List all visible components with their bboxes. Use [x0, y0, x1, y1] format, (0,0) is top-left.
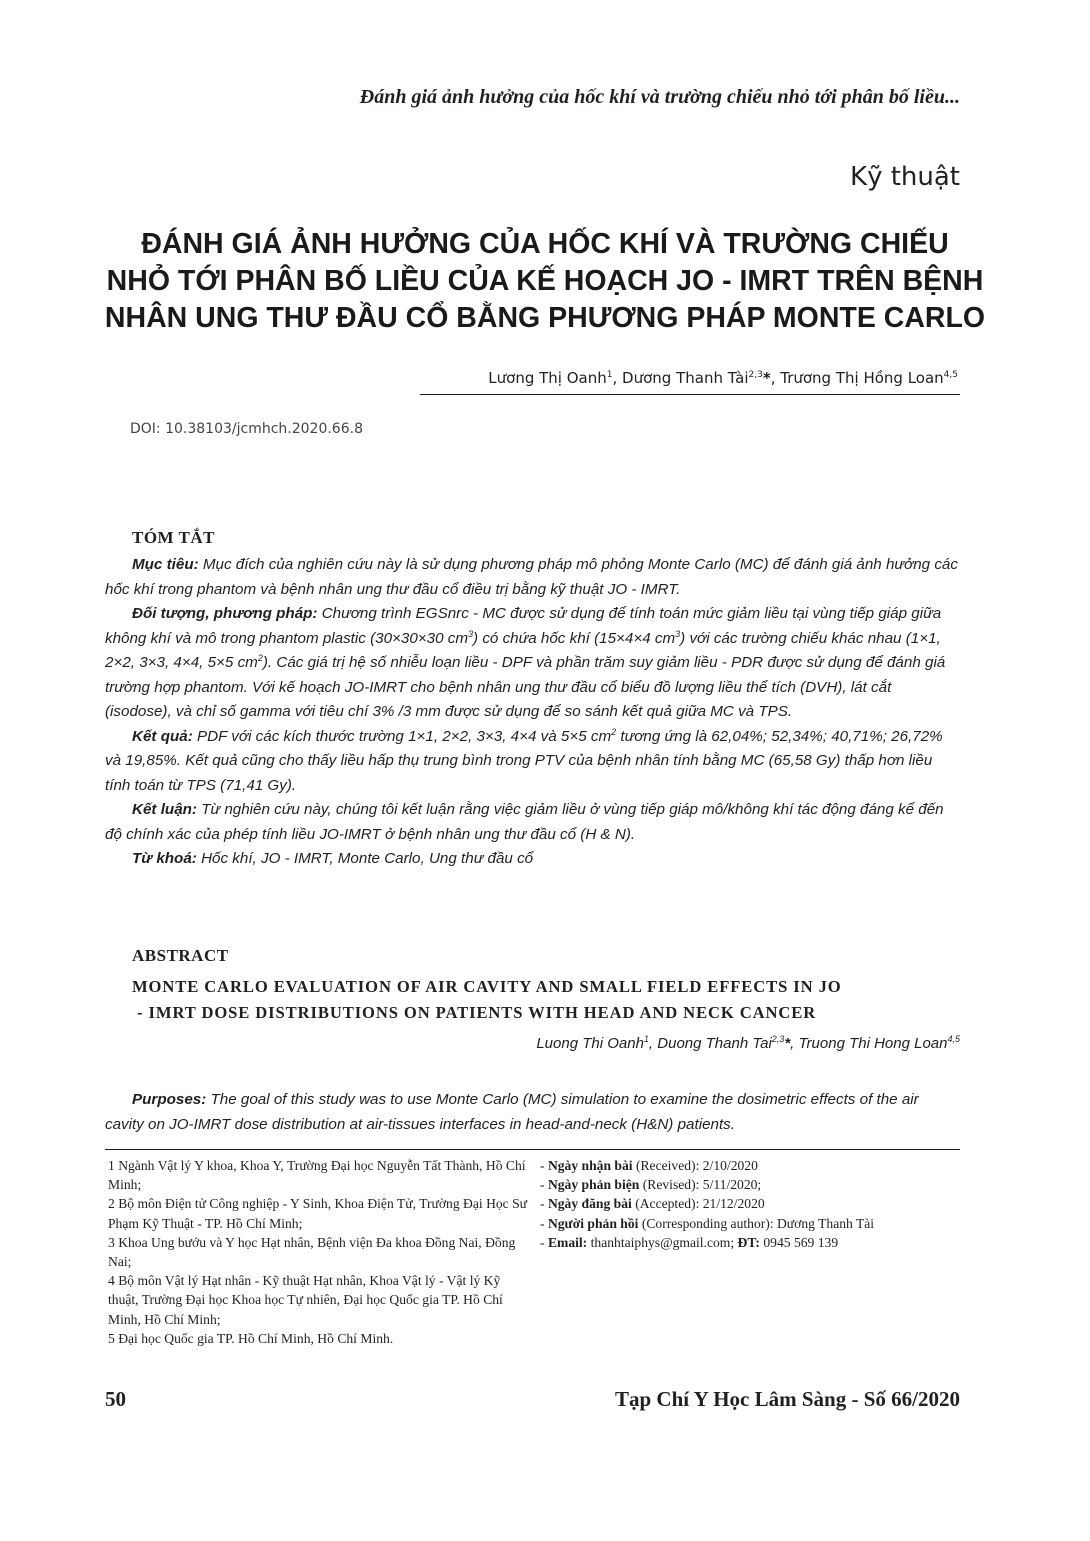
- received-label: Ngày nhận bài: [547, 1158, 633, 1173]
- footnote-divider: [105, 1149, 960, 1150]
- list-dash: -: [540, 1158, 548, 1173]
- unit-superscript: 2: [611, 726, 617, 737]
- list-dash: -: [540, 1234, 548, 1250]
- received-value: (Received): 2/10/2020: [632, 1158, 758, 1173]
- vn-abstract-body: [105, 553, 960, 872]
- affiliation-item: 5 Đại học Quốc gia TP. Hồ Chí Minh, Hồ Chí Minh.: [108, 1330, 394, 1346]
- affiliation-superscript: 1: [643, 1034, 649, 1044]
- methods-text: ) với các trường chiếu khác nhau (1×1, 2×2, 3×3, 4×4, 5×5 cm: [105, 629, 941, 671]
- keywords-label: Từ khoá:: [132, 850, 197, 867]
- corresponding-mark: *: [762, 369, 771, 387]
- author-separator: ,: [770, 369, 781, 387]
- affiliation-superscript: 4,5: [943, 370, 958, 380]
- english-title-line: - IMRT DOSE DISTRIBUTIONS ON PATIENTS WITH HEAD AND NECK CANCER: [132, 1003, 817, 1022]
- section-label: Kỹ thuật: [850, 162, 960, 192]
- purposes-paragraph: [105, 1088, 960, 1137]
- author-separator: ,: [648, 1035, 658, 1052]
- author-name: Lương Thị Oanh: [488, 369, 607, 387]
- objective-label: Mục tiêu:: [132, 556, 199, 573]
- email-value: thanhtaiphys@gmail.com;: [587, 1234, 738, 1250]
- revised-label: Ngày phản biện: [547, 1177, 640, 1193]
- affiliation-footnotes: [108, 1156, 532, 1348]
- results-text: tương ứng là 62,04%; 52,34%; 40,71%; 26,72% và 19,85%. Kết quả cũng cho thấy liều hấp thụ trung bình trong PTV của bệnh nhân tính bằng MC (65,58 Gy) thấp hơn liều tính toán từ TPS (71,41 Gy).: [105, 727, 943, 794]
- accepted-label: Ngày đăng bài: [547, 1196, 632, 1212]
- affiliation-item: 1 Ngành Vật lý Y khoa, Khoa Y, Trường Đại học Nguyễn Tất Thành, Hồ Chí Minh;: [108, 1158, 526, 1193]
- affiliation-superscript: 1: [606, 370, 613, 380]
- author-separator: ,: [612, 369, 623, 387]
- results-label: Kết quả:: [132, 727, 193, 745]
- author-name: Luong Thi Oanh: [536, 1035, 644, 1052]
- corresponding-label: Người phản hồi: [547, 1215, 639, 1231]
- received-date: [540, 1156, 960, 1175]
- list-dash: -: [540, 1196, 548, 1212]
- affiliation-superscript: 2,3: [771, 1034, 785, 1044]
- accepted-value: (Accepted): 21/12/2020: [631, 1196, 765, 1212]
- methods-paragraph: [105, 602, 960, 725]
- title-line: NHỎ TỚI PHÂN BỐ LIỀU CỦA KẾ HOẠCH JO - IMRT TRÊN BỆNH: [106, 265, 984, 297]
- conclusion-text: Từ nghiên cứu này, chúng tôi kết luận rằng việc giảm liều ở vùng tiếp giáp mô/không khí tác động đáng kể đến độ chính xác của phép tính liều JO-IMRT ở bệnh nhân ung thư đầu cổ (H & N).: [105, 801, 944, 843]
- revised-date: [540, 1175, 960, 1194]
- affiliation-item: 3 Khoa Ung bướu và Y học Hạt nhân, Bệnh viện Đa khoa Đồng Nai, Đồng Nai;: [108, 1234, 516, 1270]
- page-number: 50: [105, 1387, 126, 1411]
- methods-label: Đối tượng, phương pháp:: [132, 605, 318, 622]
- article-dates: [540, 1156, 960, 1252]
- phone-label: ĐT:: [737, 1234, 760, 1250]
- author-name: Dương Thanh Tài: [622, 369, 749, 387]
- affiliation-item: 2 Bộ môn Điện tử Công nghiệp - Y Sinh, Khoa Điện Tử, Trường Đại Học Sư Phạm Kỹ Thuật - TP. Hồ Chí Minh;: [108, 1196, 528, 1231]
- corresponding-value: (Corresponding author): Dương Thanh Tài: [638, 1215, 875, 1231]
- corresponding-author: [540, 1214, 960, 1233]
- unit-superscript: 3: [468, 628, 474, 639]
- corresponding-mark: *: [784, 1035, 791, 1052]
- methods-text: ) có chứa hốc khí (15×4×4 cm: [473, 629, 676, 647]
- english-title-line: MONTE CARLO EVALUATION OF AIR CAVITY AND SMALL FIELD EFFECTS IN JO: [132, 977, 842, 996]
- accepted-date: [540, 1194, 960, 1213]
- title-line: NHÂN UNG THƯ ĐẦU CỔ BẰNG PHƯƠNG PHÁP MONTE CARLO: [104, 302, 986, 334]
- purposes-label: Purposes:: [132, 1091, 207, 1108]
- english-abstract-body: [105, 1088, 960, 1137]
- unit-superscript: 3: [675, 628, 681, 639]
- methods-text: ). Các giá trị hệ số nhiễu loạn liều - DPF và phần trăm suy giảm liều - PDR được sử dụng để đánh giá trường hợp phantom. Với kế hoạch JO-IMRT cho bệnh nhân ung thư đầu cổ biểu đồ lượng liều thể tích (DVH), lát cắt (isodose), và chỉ số gamma với tiêu chí 3% /3 mm được sử dụng để so sánh kết quả giữa MC và TPS.: [105, 654, 946, 720]
- list-dash: -: [540, 1177, 548, 1193]
- methods-text: Chương trình EGSnrc - MC được sử dụng để tính toán mức giảm liều tại vùng tiếp giáp giữa không khí và mô trong phantom plastic (30×30×30 cm: [105, 605, 942, 647]
- keywords-paragraph: [105, 847, 960, 872]
- english-title: [132, 974, 960, 1026]
- running-head: Đánh giá ảnh hưởng của hốc khí và trường chiếu nhỏ tới phân bố liều...: [359, 86, 960, 108]
- author-divider: [420, 394, 960, 395]
- author-name: Truong Thi Hong Loan: [798, 1035, 948, 1052]
- en-abstract-heading: ABSTRACT: [132, 946, 229, 965]
- conclusion-paragraph: [105, 798, 960, 847]
- results-paragraph: [105, 725, 960, 799]
- doi: DOI: 10.38103/jcmhch.2020.66.8: [130, 421, 363, 437]
- keywords-text: Hốc khí, JO - IMRT, Monte Carlo, Ung thư đầu cổ: [196, 850, 534, 867]
- unit-superscript: 2: [257, 653, 263, 663]
- vn-abstract-heading: TÓM TẮT: [132, 528, 216, 547]
- contact-line: [540, 1233, 960, 1252]
- objective-text: Mục đích của nghiên cứu này là sử dụng phương pháp mô phỏng Monte Carlo (MC) để đánh giá ảnh hưởng các hốc khí trong phantom và bệnh nhân ung thư đầu cổ điều trị bằng kỹ thuật JO - IMRT.: [105, 556, 958, 598]
- article-title: [80, 226, 1010, 337]
- email-label: Email:: [547, 1234, 588, 1250]
- results-text: PDF với các kích thước trường 1×1, 2×2, 3×3, 4×4 và 5×5 cm: [192, 727, 612, 745]
- affiliation-superscript: 2,3: [748, 370, 763, 380]
- journal-name: Tạp Chí Y Học Lâm Sàng - Số 66/2020: [615, 1387, 960, 1411]
- objective-paragraph: [105, 553, 960, 602]
- phone-value: 0945 569 139: [759, 1234, 839, 1250]
- revised-value: (Revised): 5/11/2020;: [639, 1177, 762, 1193]
- author-list: [488, 369, 958, 387]
- author-separator: ,: [790, 1035, 799, 1052]
- author-name: Duong Thanh Tai: [657, 1035, 772, 1052]
- purposes-text: The goal of this study was to use Monte Carlo (MC) simulation to examine the dosimetric effects of the air cavity on JO-IMRT dose distribution at air-tissues interfaces in head-and-neck (H&N) patients.: [105, 1091, 919, 1133]
- conclusion-label: Kết luận:: [132, 801, 197, 818]
- affiliation-item: 4 Bộ môn Vật lý Hạt nhân - Kỹ thuật Hạt nhân, Khoa Vật lý - Vật lý Kỹ thuật, Trường Đại học Khoa học Tự nhiên, Đại học Quốc gia TP. Hồ Chí Minh, Hồ Chí Minh;: [108, 1273, 503, 1327]
- english-author-list: [536, 1035, 960, 1052]
- list-dash: -: [540, 1215, 548, 1231]
- title-line: ĐÁNH GIÁ ẢNH HƯỞNG CỦA HỐC KHÍ VÀ TRƯỜNG CHIẾU: [141, 228, 949, 260]
- affiliation-superscript: 4,5: [947, 1034, 960, 1044]
- author-name: Trương Thị Hồng Loan: [780, 369, 944, 387]
